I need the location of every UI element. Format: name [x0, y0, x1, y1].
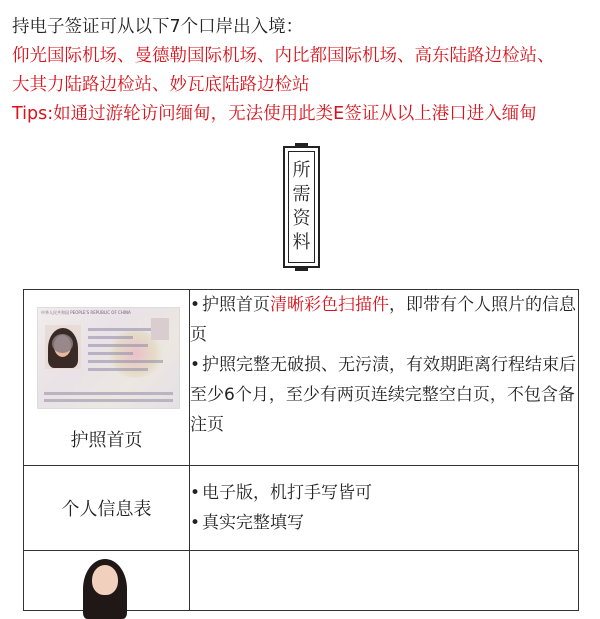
seal-char: 所	[292, 160, 311, 181]
table-row	[24, 466, 579, 551]
table-row	[24, 290, 579, 466]
intro-heading: 持电子签证可从以下7个口岸出入境：	[12, 17, 304, 37]
ports-line-2: 大其力陆路边检站、妙瓦底陆路边检站	[12, 75, 310, 95]
seal-char: 需	[292, 184, 311, 205]
passport-header: 中华人民共和国 PEOPLE'S REPUBLIC OF CHINA	[41, 310, 131, 315]
required-documents-seal	[283, 146, 320, 268]
passport-label: 护照首页	[70, 430, 143, 451]
seal-char: 资	[292, 208, 311, 229]
requirements-table	[23, 289, 579, 611]
seal-char: 料	[292, 232, 311, 253]
info-form-cell	[24, 466, 190, 551]
highlight-text: 清晰彩色扫描件	[270, 295, 390, 315]
list-item: • 护照完整无破损、无污渍，有效期距离行程结束后至少6个月，至少有两页连续完整空白页，不包含备注页	[190, 355, 577, 435]
info-form-requirements	[190, 466, 579, 551]
passport-photo	[45, 325, 81, 369]
portrait-photo	[76, 559, 134, 619]
ports-line-1: 仰光国际机场、曼德勒国际机场、内比都国际机场、高东陆路边检站、	[12, 46, 555, 66]
passport-sample-image	[38, 308, 179, 408]
passport-cell	[24, 290, 190, 466]
list-item: • 电子版，机打手写皆可	[190, 483, 373, 503]
cruise-tip: Tips:如通过游轮访问缅甸，无法使用此类E签证从以上港口进入缅甸	[12, 104, 537, 124]
seal-title	[283, 159, 320, 255]
info-form-label: 个人信息表	[61, 499, 152, 520]
passport-requirements	[190, 290, 579, 466]
list-item: • 护照首页清晰彩色扫描件，即带有个人照片的信息页	[190, 295, 577, 345]
list-item: • 真实完整填写	[190, 513, 305, 533]
entry-port-notice	[12, 13, 596, 129]
